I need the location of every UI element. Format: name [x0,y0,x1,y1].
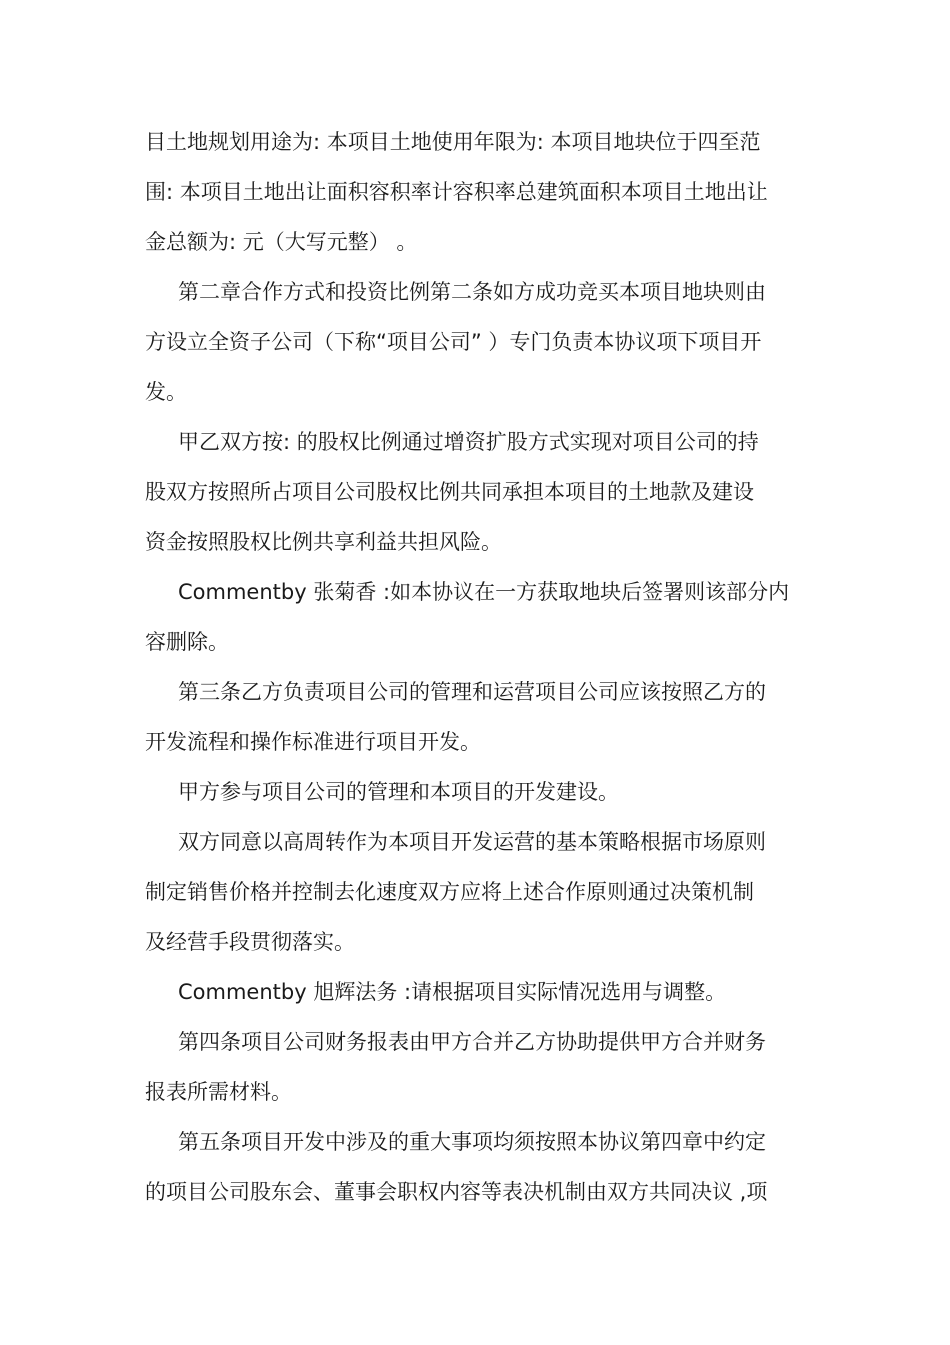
text-line: 容删除。 [145,630,229,654]
text-line: 目土地规划用途为: 本项目土地使用年限为: 本项目地块位于四至范 [145,130,761,154]
text-line: 资金按照股权比例共享利益共担风险。 [145,530,502,554]
text-line: 股双方按照所占项目公司股权比例共同承担本项目的土地款及建设 [145,480,754,504]
text-line: 的项目公司股东会、董事会职权内容等表决机制由双方共同决议 ,项 [145,1180,768,1204]
text-line: 第三条乙方负责项目公司的管理和运营项目公司应该按照乙方的 [178,680,766,704]
text-line: 金总额为: 元（大写元整） 。 [145,230,418,254]
text-line: 报表所需材料。 [145,1080,292,1104]
text-line: 双方同意以高周转作为本项目开发运营的基本策略根据市场原则 [178,830,766,854]
text-line: 及经营手段贯彻落实。 [145,930,355,954]
text-line: 甲方参与项目公司的管理和本项目的开发建设。 [178,780,619,804]
text-line: 第四条项目公司财务报表由甲方合并乙方协助提供甲方合并财务 [178,1030,766,1054]
text-line: 第二章合作方式和投资比例第二条如方成功竞买本项目地块则由 [178,280,766,304]
comment-line: Commentby 旭辉法务 :请根据项目实际情况选用与调整。 [178,980,727,1004]
text-line: 第五条项目开发中涉及的重大事项均须按照本协议第四章中约定 [178,1130,766,1154]
text-line: 方设立全资子公司（下称“项目公司” ）专门负责本协议项下项目开 [145,330,762,354]
text-line: 发。 [145,380,187,404]
text-line: 开发流程和操作标准进行项目开发。 [145,730,481,754]
comment-line: Commentby 张菊香 :如本协议在一方获取地块后签署则该部分内 [178,580,790,604]
text-line: 围: 本项目土地出让面积容积率计容积率总建筑面积本项目土地出让 [145,180,768,204]
text-line: 制定销售价格并控制去化速度双方应将上述合作原则通过决策机制 [145,880,754,904]
text-line: 甲乙双方按: 的股权比例通过增资扩股方式实现对项目公司的持 [178,430,759,454]
